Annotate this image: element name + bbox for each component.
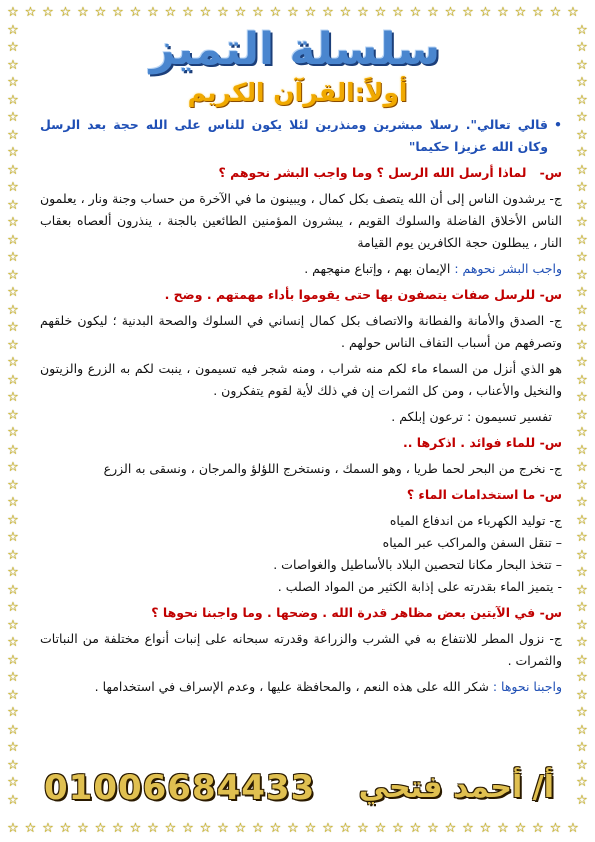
star-icon: ☆ (7, 320, 19, 335)
star-icon: ☆ (576, 110, 588, 125)
star-icon: ☆ (147, 821, 159, 836)
star-icon: ☆ (322, 821, 334, 836)
star-icon: ☆ (409, 5, 422, 20)
star-icon: ☆ (7, 372, 19, 388)
star-icon: ☆ (7, 110, 19, 125)
star-icon: ☆ (77, 821, 89, 836)
star-icon: ☆ (576, 565, 588, 580)
star-icon: ☆ (7, 250, 19, 265)
star-icon: ☆ (462, 821, 474, 836)
star-icon: ☆ (7, 162, 19, 178)
question-text: في الآيتين بعض مظاهر قدرة الله . وضحها . وما واجبنا نحوها ؟ (151, 605, 536, 620)
star-icon: ☆ (427, 5, 439, 20)
star-icon: ☆ (94, 821, 107, 836)
star-icon: ☆ (576, 285, 588, 300)
star-icon: ☆ (7, 407, 19, 423)
star-icon: ☆ (7, 355, 19, 370)
star-icon: ☆ (532, 5, 544, 20)
verse-paragraph (40, 114, 562, 158)
star-icon: ☆ (7, 722, 19, 738)
star-icon: ☆ (567, 5, 579, 20)
star-icon: ☆ (357, 5, 369, 20)
star-icon: ☆ (129, 5, 142, 20)
star-icon: ☆ (7, 821, 19, 836)
star-icon: ☆ (7, 22, 19, 38)
question-text: ما استخدامات الماء ؟ (406, 487, 536, 502)
star-icon: ☆ (7, 5, 19, 20)
star-icon: ☆ (269, 821, 282, 836)
list-item: – تتخذ البحار مكانا لتحصين البلاد بالأساطيل والغواصات . (273, 557, 562, 572)
question-text: للماء فوائد . اذكرها .. (402, 435, 536, 450)
star-icon: ☆ (7, 757, 19, 773)
star-icon: ☆ (182, 821, 194, 836)
star-icon: ☆ (576, 232, 588, 248)
star-icon: ☆ (576, 57, 588, 73)
question-text: لماذا أرسل الله الرسل ؟ وما واجب البشر نحوهم ؟ (218, 165, 527, 180)
star-icon: ☆ (7, 57, 19, 73)
star-icon: ☆ (549, 821, 562, 836)
star-icon: ☆ (7, 145, 19, 160)
star-icon: ☆ (576, 75, 588, 90)
star-icon: ☆ (252, 821, 264, 836)
answer-2: ج- الصدق والأمانة والفطانة والاتصاف بكل كمال إنساني في السلوك والصحة البدنية ؛ ليكون خلقهم وتصرفهم من أسباب التفاف الناس حولهم . (40, 313, 562, 350)
star-icon: ☆ (59, 5, 72, 20)
question-label: س- (539, 605, 562, 620)
star-icon: ☆ (7, 687, 19, 703)
star-icon: ☆ (7, 75, 19, 90)
star-icon: ☆ (514, 821, 527, 836)
star-icon: ☆ (7, 582, 19, 598)
star-icon: ☆ (576, 355, 588, 370)
star-icon: ☆ (164, 821, 177, 836)
star-icon: ☆ (576, 705, 588, 720)
question-5 (40, 602, 562, 624)
star-icon: ☆ (7, 652, 19, 668)
star-icon: ☆ (357, 821, 369, 836)
phone-number: 01006684433 (44, 768, 316, 808)
star-icon: ☆ (576, 40, 588, 55)
star-icon: ☆ (576, 775, 588, 790)
verse-text: قالي تعالي". رسلا مبشرين ومنذرين لئلا يكون للناس على الله حجة بعد الرسل وكان الله عزيزا حكيما" (40, 117, 548, 154)
star-icon: ☆ (182, 5, 194, 20)
star-icon: ☆ (576, 127, 588, 143)
list-item: ج- توليد الكهرباء من اندفاع المياه (389, 513, 562, 528)
star-icon: ☆ (304, 821, 317, 836)
star-icon: ☆ (427, 821, 439, 836)
star-icon: ☆ (576, 425, 588, 440)
star-icon: ☆ (576, 722, 588, 738)
star-icon: ☆ (576, 215, 588, 230)
star-icon: ☆ (234, 5, 247, 20)
star-icon: ☆ (576, 320, 588, 335)
star-icon: ☆ (576, 547, 588, 563)
star-icon: ☆ (532, 821, 544, 836)
star-icon: ☆ (164, 5, 177, 20)
star-icon: ☆ (59, 821, 72, 836)
star-icon: ☆ (576, 792, 588, 808)
star-icon: ☆ (7, 425, 19, 440)
star-icon: ☆ (7, 617, 19, 633)
star-icon: ☆ (576, 22, 588, 38)
star-icon: ☆ (7, 215, 19, 230)
star-icon: ☆ (7, 337, 19, 353)
star-icon: ☆ (24, 5, 37, 20)
star-icon: ☆ (576, 302, 588, 318)
star-icon: ☆ (497, 5, 509, 20)
star-icon: ☆ (7, 302, 19, 318)
note-label: واجب البشر نحوهم : (454, 261, 562, 276)
star-icon: ☆ (252, 5, 264, 20)
star-icon: ☆ (576, 600, 588, 615)
tafsir: تفسير تسيمون : ترعون إبلكم . (391, 409, 552, 424)
answer-3: ج- نخرج من البحر لحما طريا ، وهو السمك ، ونستخرج اللؤلؤ والمرجان ، ونسقى به الزرع (103, 461, 562, 476)
star-icon: ☆ (497, 821, 509, 836)
star-icon: ☆ (217, 821, 229, 836)
star-icon: ☆ (7, 197, 19, 213)
star-icon: ☆ (576, 477, 588, 493)
note-label: واجبنا نحوها : (492, 679, 562, 694)
star-icon: ☆ (462, 5, 474, 20)
star-icon: ☆ (7, 180, 19, 195)
star-icon: ☆ (7, 477, 19, 493)
section-title: أولاً:القرآن الكريم (187, 78, 408, 107)
star-icon: ☆ (129, 821, 142, 836)
star-icon: ☆ (479, 5, 492, 20)
star-icon: ☆ (576, 512, 588, 528)
star-icon: ☆ (576, 372, 588, 388)
star-icon: ☆ (199, 5, 212, 20)
star-icon: ☆ (7, 512, 19, 528)
star-icon: ☆ (322, 5, 334, 20)
star-icon: ☆ (287, 5, 299, 20)
star-icon: ☆ (147, 5, 159, 20)
star-icon: ☆ (549, 5, 562, 20)
star-icon: ☆ (567, 821, 579, 836)
author-name: أ/ أحمد فتحي (358, 770, 554, 805)
star-icon: ☆ (7, 530, 19, 545)
star-icon: ☆ (287, 821, 299, 836)
star-icon: ☆ (576, 407, 588, 423)
star-icon: ☆ (7, 285, 19, 300)
star-icon: ☆ (576, 267, 588, 283)
star-icon: ☆ (234, 821, 247, 836)
star-icon: ☆ (42, 5, 54, 20)
star-icon: ☆ (514, 5, 527, 20)
star-icon: ☆ (7, 670, 19, 685)
answer-5: ج- نزول المطر للانتفاع به في الشرب والزراعة وقدرته سبحانه على إنبات أنواع مختلفة من النباتات والثمرات . (40, 631, 562, 668)
note-1 (40, 258, 562, 280)
star-icon: ☆ (7, 127, 19, 143)
star-icon: ☆ (576, 495, 588, 510)
bullet-icon: • (554, 117, 562, 132)
star-icon: ☆ (7, 775, 19, 790)
star-icon: ☆ (112, 821, 124, 836)
star-icon: ☆ (199, 821, 212, 836)
star-icon: ☆ (7, 40, 19, 55)
star-icon: ☆ (7, 267, 19, 283)
star-icon: ☆ (576, 92, 588, 108)
note-text: الإيمان بهم ، وإتباع منهجهم . (304, 261, 451, 276)
star-icon: ☆ (7, 460, 19, 475)
star-icon: ☆ (444, 821, 457, 836)
note-text: شكر الله على هذه النعم ، والمحافظة عليها ، وعدم الإسراف في استخدامها . (94, 679, 489, 694)
note-5 (40, 676, 562, 698)
star-icon: ☆ (409, 821, 422, 836)
star-icon: ☆ (374, 5, 387, 20)
question-label: س- (539, 487, 562, 502)
star-icon: ☆ (24, 821, 37, 836)
star-icon: ☆ (7, 792, 19, 808)
star-icon: ☆ (576, 390, 588, 405)
star-icon: ☆ (94, 5, 107, 20)
star-icon: ☆ (7, 565, 19, 580)
star-icon: ☆ (479, 821, 492, 836)
question-label: س- (539, 287, 562, 302)
star-icon: ☆ (576, 162, 588, 178)
star-icon: ☆ (576, 337, 588, 353)
star-icon: ☆ (42, 821, 54, 836)
question-3 (40, 432, 562, 454)
star-icon: ☆ (576, 757, 588, 773)
star-icon: ☆ (339, 821, 352, 836)
star-icon: ☆ (576, 635, 588, 650)
star-icon: ☆ (576, 670, 588, 685)
star-icon: ☆ (7, 442, 19, 458)
star-icon: ☆ (392, 5, 404, 20)
star-icon: ☆ (339, 5, 352, 20)
footer (40, 768, 560, 812)
star-icon: ☆ (576, 617, 588, 633)
star-icon: ☆ (217, 5, 229, 20)
star-icon: ☆ (304, 5, 317, 20)
star-icon: ☆ (576, 145, 588, 160)
star-icon: ☆ (576, 250, 588, 265)
question-4 (40, 484, 562, 506)
star-icon: ☆ (7, 600, 19, 615)
star-icon: ☆ (576, 460, 588, 475)
question-label: س- (539, 165, 562, 180)
question-1 (40, 162, 562, 184)
star-icon: ☆ (576, 180, 588, 195)
star-icon: ☆ (7, 232, 19, 248)
question-label: س- (539, 435, 562, 450)
star-icon: ☆ (7, 740, 19, 755)
star-icon: ☆ (576, 442, 588, 458)
star-icon: ☆ (7, 705, 19, 720)
star-icon: ☆ (7, 495, 19, 510)
star-icon: ☆ (374, 821, 387, 836)
star-icon: ☆ (576, 530, 588, 545)
answer-1: ج- يرشدون الناس إلى أن الله يتصف بكل كمال ، ويبينون ما في الآخرة من حساب وجنة ونار ، يعلمون الناس الأخلاق الفاضلة والسلوك القويم ، يبشرون المؤمنين الطائعين بالجنة ، ينذرون ألعصاه بعقاب النار ، يبطلون حجة الكافرين يوم القيامة (40, 191, 562, 250)
star-icon: ☆ (576, 740, 588, 755)
list-item: – تنقل السفن والمراكب عبر المياه (382, 535, 562, 550)
star-icon: ☆ (444, 5, 457, 20)
star-icon: ☆ (112, 5, 124, 20)
star-icon: ☆ (576, 582, 588, 598)
document-body (40, 114, 562, 702)
list-item: - يتميز الماء بقدرته على إذابة الكثير من المواد الصلب . (277, 579, 562, 594)
star-icon: ☆ (7, 390, 19, 405)
series-title: سلسلة التميز (149, 24, 441, 75)
star-icon: ☆ (269, 5, 282, 20)
question-text: للرسل صفات يتصفون بها حتى يقوموا بأداء مهمتهم . وضح . (164, 287, 536, 302)
star-icon: ☆ (576, 687, 588, 703)
star-icon: ☆ (77, 5, 89, 20)
star-icon: ☆ (7, 92, 19, 108)
star-icon: ☆ (7, 635, 19, 650)
star-icon: ☆ (392, 821, 404, 836)
question-2 (40, 284, 562, 306)
star-icon: ☆ (7, 547, 19, 563)
star-icon: ☆ (576, 197, 588, 213)
star-icon: ☆ (576, 652, 588, 668)
verse-2: هو الذي أنزل من السماء ماء لكم منه شراب ، ومنه شجر فيه تسيمون ، ينبت لكم به الزرع والزيتون والنخيل والأعناب ، ومن كل الثمرات إن في ذلك لأية لقوم يتفكرون . (40, 361, 562, 398)
